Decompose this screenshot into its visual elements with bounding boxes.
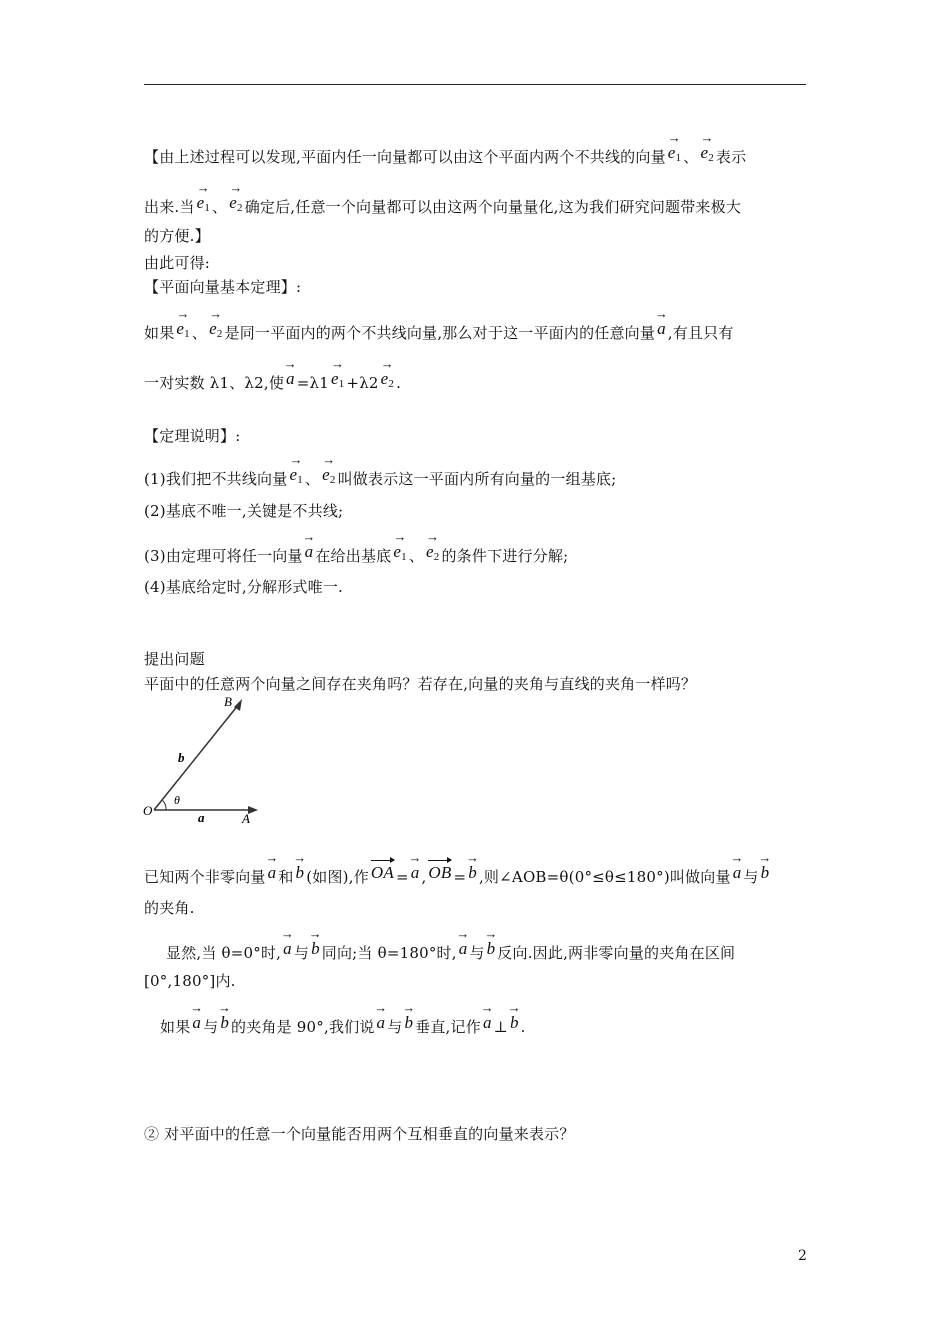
text: 和 <box>278 868 294 886</box>
vector-a: → a <box>283 934 292 958</box>
text: 显然,当 θ=0°时, <box>166 944 282 962</box>
text: 、 <box>683 148 699 166</box>
vector-e2: → $e_2$ <box>322 460 335 489</box>
text: 的夹角是 90°,我们说 <box>231 1018 375 1036</box>
label-A: A <box>242 811 250 826</box>
vector-a: → a <box>286 364 295 388</box>
question-2: ② 对平面中的任意一个向量能否用两个互相垂直的向量来表示？ <box>144 1125 575 1143</box>
text: 、 <box>304 470 321 488</box>
text: 如果 <box>144 324 175 342</box>
text: 的条件下进行分解; <box>441 547 569 565</box>
text: 反向.因此,两非零向量的夹角在区间 <box>497 944 736 962</box>
vector-a: → a <box>305 537 314 561</box>
note-4: (4)基底给定时,分解形式唯一. <box>144 578 343 596</box>
text: 在给出基底 <box>315 547 392 565</box>
vector-angle-figure <box>140 694 270 828</box>
text: 【由上述过程可以发现,平面内任一向量都可以由这个平面内两个不共线的向量 <box>144 148 666 166</box>
vector-e1: → $e_1$ <box>668 138 681 167</box>
label-B: B <box>224 694 232 709</box>
vector-b: → b <box>761 858 770 882</box>
question-text: 平面中的任意两个向量之间存在夹角吗？若存在,向量的夹角与直线的夹角一样吗？ <box>144 675 697 693</box>
text: 出来.当 <box>144 198 195 216</box>
vector-OB: OB <box>428 858 451 882</box>
obvious-line2: [0°,180°]内. <box>144 972 236 990</box>
notes-title: 【定理说明】: <box>144 427 241 445</box>
vector-e2: → $e_2$ <box>381 364 394 393</box>
vector-b: → b <box>311 934 320 958</box>
text: 一对实数 λ1、λ2,使 <box>144 374 285 392</box>
text: (1)我们把不共线向量 <box>144 470 288 488</box>
text: 与 <box>743 868 759 886</box>
text: 与 <box>387 1018 403 1036</box>
text: 、 <box>212 198 228 216</box>
vector-a: → a <box>733 858 742 882</box>
vector-a: → a <box>268 858 277 882</box>
vector-b: → b <box>404 1008 413 1032</box>
vector-b: → b <box>468 858 477 882</box>
para1-line3: 的方便.】 <box>144 227 210 245</box>
para1-line1 <box>144 138 746 167</box>
text: 是同一平面内的两个不共线向量,那么对于这一平面内的任意向量 <box>224 324 656 342</box>
vector-e1: → $e_1$ <box>393 537 406 566</box>
perp-line <box>160 1008 526 1037</box>
text: =λ1 <box>296 374 329 392</box>
text: 与 <box>293 944 310 962</box>
text: (如图),作 <box>306 868 369 886</box>
text: 垂直,记作 <box>415 1018 481 1036</box>
note-2: (2)基底不唯一,关键是不共线; <box>144 502 344 520</box>
text: 叫做表示这一平面内所有向量的一组基底; <box>337 470 617 488</box>
note-1 <box>144 460 616 489</box>
vector-e2: → $e_2$ <box>229 188 242 217</box>
angle-arc <box>162 800 166 810</box>
angle-def-line2: 的夹角. <box>144 899 195 917</box>
vector-e1: → $e_1$ <box>197 188 210 217</box>
lead-text: 由此可得: <box>144 254 211 272</box>
label-theta: θ <box>174 793 180 807</box>
vector-e1: → $e_1$ <box>289 460 302 489</box>
text: . <box>396 374 402 392</box>
vector-a: → a <box>192 1008 201 1032</box>
text: 表示 <box>715 148 747 166</box>
vector-a: → a <box>411 858 420 882</box>
page-number: 2 <box>798 1248 807 1264</box>
note-3 <box>144 537 568 566</box>
theorem-line2 <box>144 364 401 393</box>
text: 、 <box>408 547 425 565</box>
vector-e2: → $e_2$ <box>209 314 222 343</box>
vector-a: → a <box>657 314 666 338</box>
header-rule <box>144 84 806 85</box>
perp-symbol: ⊥ <box>493 1018 508 1036</box>
text: 已知两个非零向量 <box>144 868 266 886</box>
text: = <box>453 868 467 886</box>
text: 确定后,任意一个向量都可以由这两个向量量化,这为我们研究问题带来极大 <box>244 198 742 216</box>
obvious-line1 <box>166 934 735 963</box>
text: 、 <box>191 324 208 342</box>
vector-a: → a <box>459 934 468 958</box>
theorem-line1 <box>144 314 734 343</box>
label-a: a <box>198 810 205 825</box>
text: +λ2 <box>346 374 379 392</box>
vector-e1: → $e_1$ <box>331 364 344 393</box>
vector-e2: → $e_2$ <box>426 537 439 566</box>
label-O: O <box>143 803 153 818</box>
label-b: b <box>178 750 185 765</box>
text: 与 <box>469 944 485 962</box>
vector-a: → a <box>483 1008 492 1032</box>
vector-b: → b <box>220 1008 229 1032</box>
vector-e1: → $e_1$ <box>176 314 189 343</box>
text: 如果 <box>160 1018 191 1036</box>
text: = <box>395 868 409 886</box>
text: , <box>421 868 427 886</box>
vector-a: → a <box>377 1008 386 1032</box>
text: 与 <box>203 1018 219 1036</box>
text: 同向;当 θ=180°时, <box>321 944 457 962</box>
text: . <box>520 1018 526 1036</box>
vector-b: → b <box>510 1008 519 1032</box>
angle-def-line1 <box>144 858 771 887</box>
para1-line2 <box>144 188 741 217</box>
text: (3)由定理可将任一向量 <box>144 547 303 565</box>
text: ,则∠AOB=θ(0°≤θ≤180°)叫做向量 <box>478 868 731 886</box>
question-heading: 提出问题 <box>144 650 205 668</box>
vector-b: → b <box>487 934 496 958</box>
vector-b-line <box>154 704 239 810</box>
vector-b: → b <box>296 858 305 882</box>
vector-OA: OA <box>371 858 394 882</box>
vector-e2: → $e_2$ <box>700 138 713 167</box>
text: ,有且只有 <box>667 324 734 342</box>
theorem-title: 【平面向量基本定理】: <box>144 278 302 296</box>
